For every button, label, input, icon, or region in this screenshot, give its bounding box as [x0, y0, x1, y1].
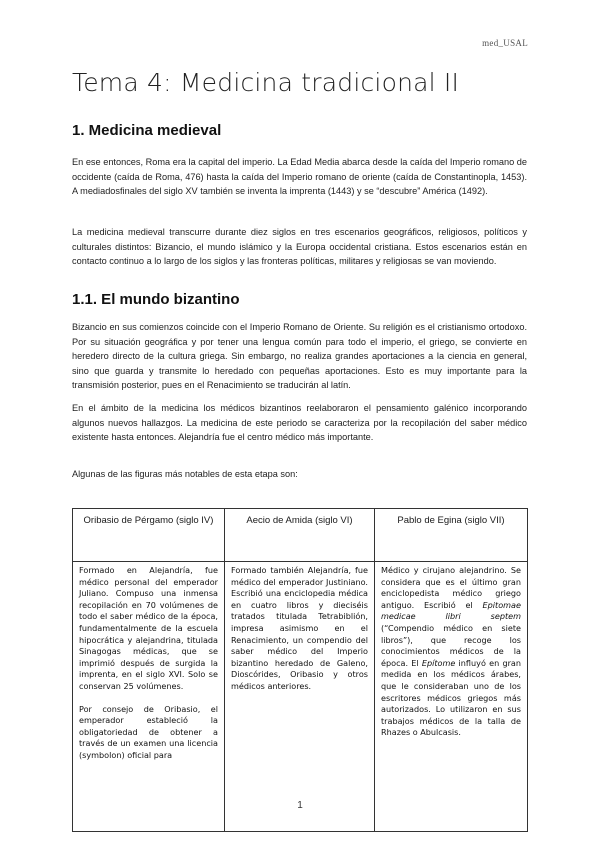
header-tag: med_USAL	[482, 38, 528, 48]
table-header-pablo: Pablo de Egina (siglo VII)	[375, 509, 528, 562]
pablo-book-title: Epitomae medicae libri septem	[381, 599, 521, 622]
paragraph-roma: En ese entonces, Roma era la capital del imperio. La Edad Media abarca desde la caída del Imperio romano de occidente (caída de Roma, 476) hasta la caída del Imperio romano de oriente (caída de Constantinopla, 1453). A mediadosfinales del siglo XV también se inventa la imprenta (1443) y se “descubre” América (1492).	[72, 157, 527, 197]
pablo-epitome-title: Epítome	[421, 657, 456, 668]
table-header-aecio: Aecio de Amida (siglo VI)	[225, 509, 375, 562]
oribasio-paragraph-1: Formado en Alejandría, fue médico personal del emperador Juliano. Compuso una inmensa recopilación en 70 volúmenes de todo el saber médico de la época, fundamentalmente de la escuela hipocrática y alejandrina, titulada Sinagogas médicas, que se imprimió después de surgida la imprenta, en el siglo XVI. Solo se conservan 25 volúmenes.	[79, 565, 218, 691]
aecio-paragraph-1: Formado también Alejandría, fue médico del emperador Justiniano. Escribió una enciclopedia médica en cuatro libros y dieciséis tratados titulada Tetrabiblión, impresa asimismo en el Renacimiento, un compendio del saber médico del Imperio bizantino heredado de Galeno, Dioscórides, Oribasio y otros médicos anteriores.	[231, 565, 368, 691]
table-header-row	[73, 509, 528, 562]
section-heading-mundo-bizantino: 1.1. El mundo bizantino	[72, 291, 240, 308]
figures-table	[72, 508, 528, 832]
pablo-paragraph-1	[381, 565, 521, 739]
table-header-oribasio: Oribasio de Pérgamo (siglo IV)	[73, 509, 225, 562]
paragraph-medicos-bizantinos: En el ámbito de la medicina los médicos bizantinos reelaboraron el pensamiento galénico incorporando algunos nuevos hallazgos. La medicina de este periodo se caracteriza por la recopilación del saber médico existente hasta entonces. Alejandría fue el centro médico más importante.	[72, 403, 527, 443]
paragraph-medicina-medieval: La medicina medieval transcurre durante diez siglos en tres escenarios geográficos, religiosos, políticos y culturales distintos: Bizancio, el mundo islámico y la Europa occidental cristiana. Estos escenarios están en contacto continuo a lo largo de los siglos y las fronteras políticas, militares y religiosas se van moviendo.	[72, 227, 527, 267]
table-cell-oribasio	[73, 562, 225, 832]
oribasio-paragraph-2: Por consejo de Oribasio, el emperador estableció la obligatoriedad de obtener a través de un examen una licencia (symbolon) oficial para	[79, 703, 218, 760]
document-title: Tema 4: Medicina tradicional II	[72, 68, 460, 97]
table-row	[73, 562, 528, 832]
table-cell-pablo	[375, 562, 528, 832]
page-number: 1	[297, 800, 303, 811]
section-heading-medicina-medieval: 1. Medicina medieval	[72, 122, 222, 139]
paragraph-bizancio: Bizancio en sus comienzos coincide con el Imperio Romano de Oriente. Su religión es el cristianismo ortodoxo. Por su situación geográfica y por tener una lengua común para todo el imperio, el griego, se convierte en heredero directo de la cultura griega. Sin embargo, no realiza grandes aportaciones a la ciencia en general, sino que guarda y transmite lo heredado con pequeñas aportaciones. Esto es muy importante para la transmisión posterior, pues en el Renacimiento se traducirán al latín.	[72, 322, 527, 391]
pablo-text-b: (“Compendio médico en siete libros”), que recoge los conocimientos médicos de la época. El	[381, 622, 521, 668]
paragraph-figuras-intro: Algunas de las figuras más notables de esta etapa son:	[72, 469, 298, 479]
pablo-text-a: Médico y cirujano alejandrino. Se considera que es el último gran enciclopedista médico griego antiguo. Escribió el	[381, 565, 521, 610]
table-cell-aecio	[225, 562, 375, 832]
pablo-text-c: influyó en gran medida en los médicos árabes, que le consideraban uno de los escritores médicos griegos más autorizados. Lo utilizaron en sus trabajos médicos de la talla de Rhazes o Abulcasis.	[381, 657, 521, 738]
